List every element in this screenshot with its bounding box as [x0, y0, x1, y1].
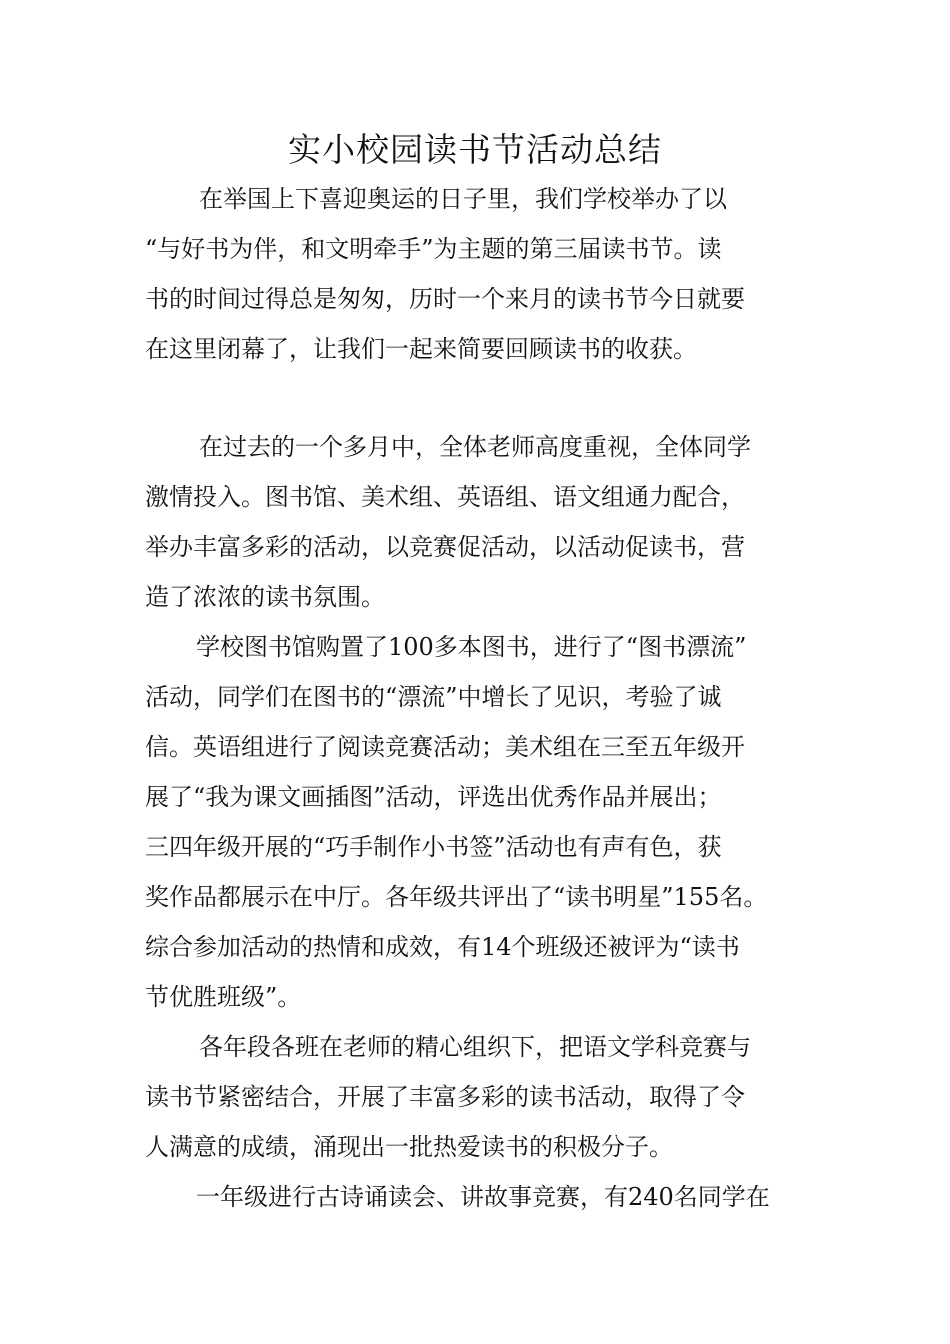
- document-title: 实小校园读书节活动总结: [288, 130, 662, 169]
- paragraph-line: 节优胜班级”。: [145, 983, 302, 1011]
- paragraph-line: 造了浓浓的读书氛围。: [145, 583, 385, 611]
- paragraph-line: 举办丰富多彩的活动，以竞赛促活动，以活动促读书，营: [145, 533, 745, 561]
- paragraph-line: 综合参加活动的热情和成效，有14个班级还被评为“读书: [145, 933, 740, 961]
- paragraph-line: 读书节紧密结合，开展了丰富多彩的读书活动，取得了令: [145, 1083, 745, 1111]
- paragraph-line: 信。英语组进行了阅读竞赛活动；美术组在三至五年级开: [145, 733, 745, 761]
- paragraph-line: “与好书为伴，和文明牵手”为主题的第三届读书节。读: [145, 235, 722, 263]
- paragraph-line: 在举国上下喜迎奥运的日子里，我们学校举办了以: [199, 185, 727, 213]
- paragraph-line: 学校图书馆购置了100多本图书，进行了“图书漂流”: [196, 633, 747, 661]
- paragraph-line: 人满意的成绩，涌现出一批热爱读书的积极分子。: [145, 1133, 673, 1161]
- paragraph-line: 在这里闭幕了，让我们一起来简要回顾读书的收获。: [145, 335, 697, 363]
- paragraph-line: 各年段各班在老师的精心组织下，把语文学科竞赛与: [199, 1033, 751, 1061]
- paragraph-line: 激情投入。图书馆、美术组、英语组、语文组通力配合，: [145, 483, 745, 511]
- paragraph-line: 在过去的一个多月中，全体老师高度重视，全体同学: [199, 433, 751, 461]
- paragraph-line: 三四年级开展的“巧手制作小书签”活动也有声有色，获: [145, 833, 722, 861]
- paragraph-line: 奖作品都展示在中厅。各年级共评出了“读书明星”155名。: [145, 883, 768, 911]
- paragraph-line: 书的时间过得总是匆匆，历时一个来月的读书节今日就要: [145, 285, 745, 313]
- paragraph-line: 活动，同学们在图书的“漂流”中增长了见识，考验了诚: [145, 683, 722, 711]
- paragraph-line: 展了“我为课文画插图”活动，评选出优秀作品并展出；: [145, 783, 722, 811]
- paragraph-line: 一年级进行古诗诵读会、讲故事竞赛，有240名同学在: [196, 1183, 770, 1211]
